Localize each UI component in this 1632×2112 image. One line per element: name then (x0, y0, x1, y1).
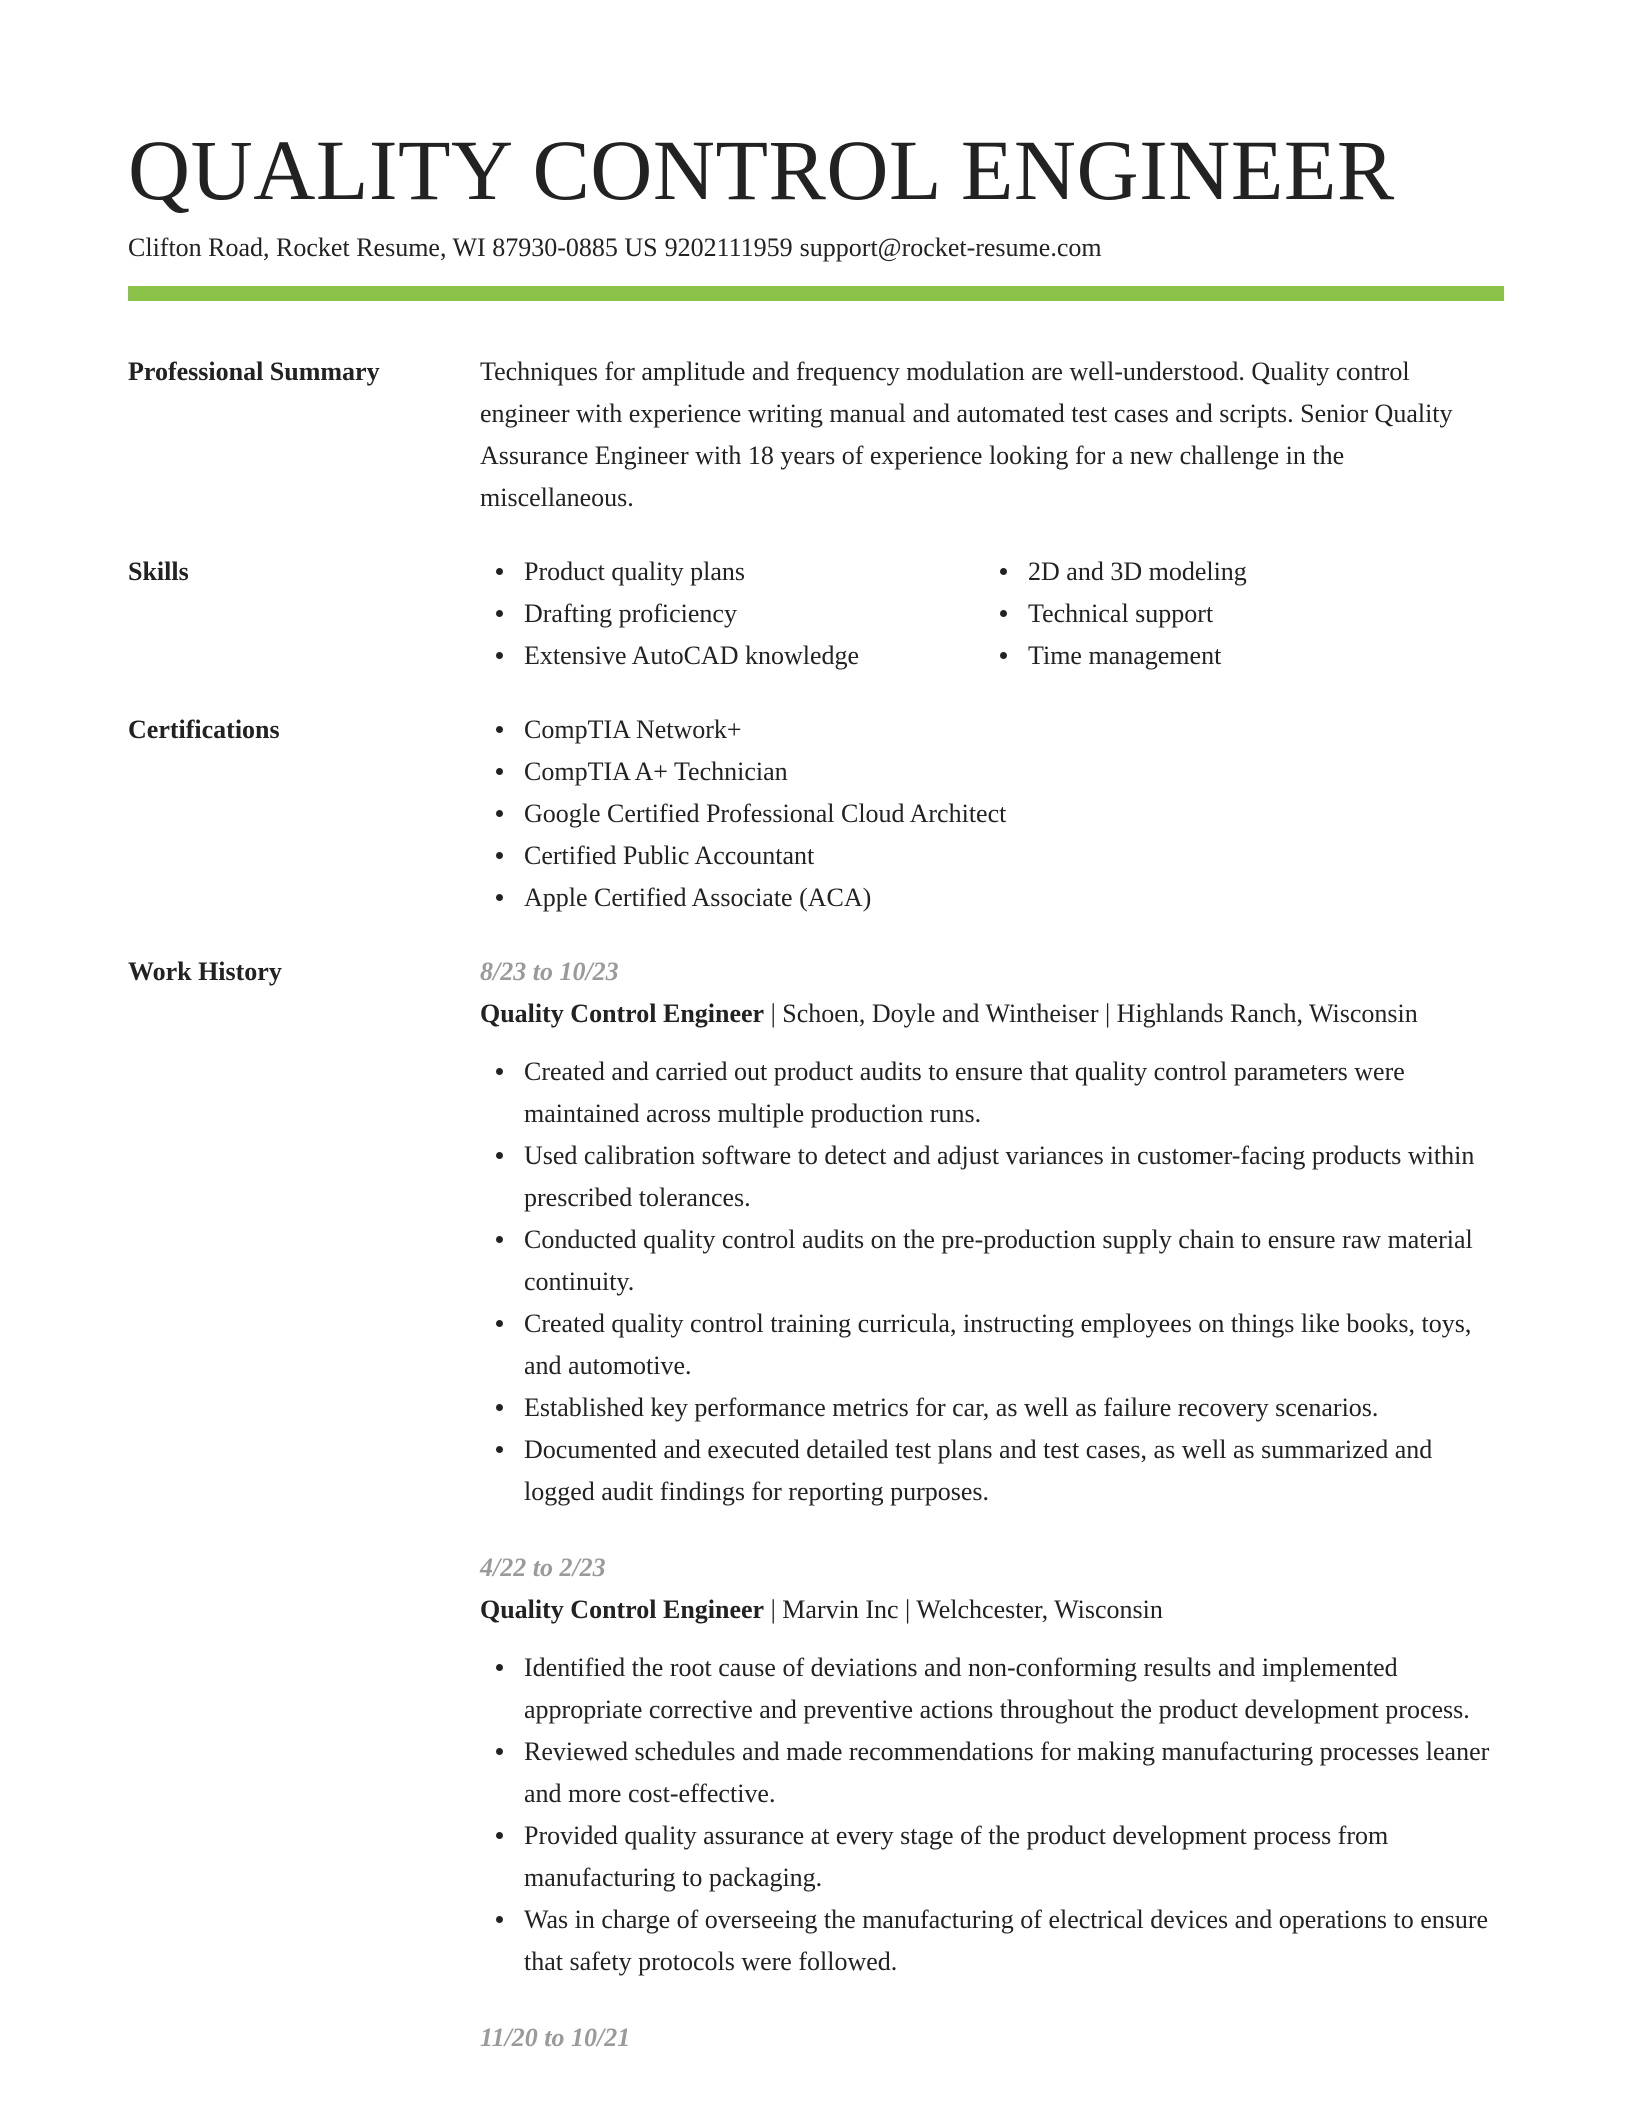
job-bullet: Provided quality assurance at every stage of the product development process from manufacturing to packaging. (524, 1815, 1504, 1899)
job-bullet: Conducted quality control audits on the pre-production supply chain to ensure raw material continuity. (524, 1219, 1504, 1303)
job-bullet: Reviewed schedules and made recommendations for making manufacturing processes leaner and more cost-effective. (524, 1731, 1504, 1815)
skills-column-2 (984, 551, 1488, 677)
job-bullets (480, 1647, 1504, 1983)
certifications-heading: Certifications (128, 715, 280, 744)
job-bullet: Created quality control training curricula, instructing employees on things like books, toys, and automotive. (524, 1303, 1504, 1387)
job-bullet: Was in charge of overseeing the manufacturing of electrical devices and operations to ensure that safety protocols were followed. (524, 1899, 1504, 1983)
contact-phone: 9202111959 (664, 233, 793, 262)
skills-heading: Skills (128, 557, 189, 586)
certification-item: Apple Certified Associate (ACA) (524, 877, 1504, 919)
certification-item: CompTIA Network+ (524, 709, 1504, 751)
summary-section (128, 351, 1504, 519)
certifications-body (480, 709, 1504, 919)
job-dates-cut-off: 11/20 to 10/21 (480, 2023, 631, 2052)
skill-item: Technical support (1028, 593, 1488, 635)
contact-address: Clifton Road, Rocket Resume, WI 87930-0885 US (128, 233, 658, 262)
job-bullet: Established key performance metrics for car, as well as failure recovery scenarios. (524, 1387, 1504, 1429)
skills-section (128, 551, 1504, 677)
job-company-location: | Schoen, Doyle and Wintheiser | Highlands Ranch, Wisconsin (764, 999, 1418, 1028)
job-bullet: Created and carried out product audits to ensure that quality control parameters were maintained across multiple production runs. (524, 1051, 1504, 1135)
certifications-list (480, 709, 1504, 919)
job-entry (480, 951, 1504, 1513)
certifications-section (128, 709, 1504, 919)
job-bullet: Used calibration software to detect and adjust variances in customer-facing products within prescribed tolerances. (524, 1135, 1504, 1219)
job-title: Quality Control Engineer (480, 999, 765, 1028)
header-divider (128, 286, 1504, 301)
skill-item: Drafting proficiency (524, 593, 984, 635)
job-bullets (480, 1051, 1504, 1513)
job-heading (480, 993, 1504, 1035)
certification-item: Certified Public Accountant (524, 835, 1504, 877)
job-title: Quality Control Engineer (480, 1595, 765, 1624)
certification-item: CompTIA A+ Technician (524, 751, 1504, 793)
summary-text: Techniques for amplitude and frequency modulation are well-understood. Quality control engineer with experience writing manual and automated test cases and scripts. Senior Quality Assurance Engineer with 18 years of experience looking for a new challenge in the miscellaneous. (480, 357, 1453, 512)
work-history-body (480, 951, 1504, 2052)
skill-item: 2D and 3D modeling (1028, 551, 1488, 593)
skills-column-1 (480, 551, 984, 677)
job-bullet: Identified the root cause of deviations and non-conforming results and implemented appropriate corrective and preventive actions throughout the product development process. (524, 1647, 1504, 1731)
contact-email: support@rocket-resume.com (799, 233, 1102, 262)
skill-item: Product quality plans (524, 551, 984, 593)
resume-name: QUALITY CONTROL ENGINEER (128, 122, 1395, 218)
job-dates: 8/23 to 10/23 (480, 957, 619, 986)
summary-heading: Professional Summary (128, 357, 380, 386)
work-history-heading: Work History (128, 957, 282, 986)
resume-page (128, 120, 1504, 2052)
skill-item: Time management (1028, 635, 1488, 677)
job-bullet: Documented and executed detailed test plans and test cases, as well as summarized and logged audit findings for reporting purposes. (524, 1429, 1504, 1513)
job-entry (480, 1547, 1504, 1983)
skills-grid (480, 551, 1504, 677)
job-heading (480, 1589, 1504, 1631)
skills-list-2 (984, 551, 1488, 677)
skills-list-1 (480, 551, 984, 677)
work-history-section (128, 951, 1504, 2052)
contact-line (128, 230, 1504, 266)
certification-item: Google Certified Professional Cloud Architect (524, 793, 1504, 835)
job-dates: 4/22 to 2/23 (480, 1553, 606, 1582)
job-company-location: | Marvin Inc | Welchcester, Wisconsin (764, 1595, 1163, 1624)
skill-item: Extensive AutoCAD knowledge (524, 635, 984, 677)
